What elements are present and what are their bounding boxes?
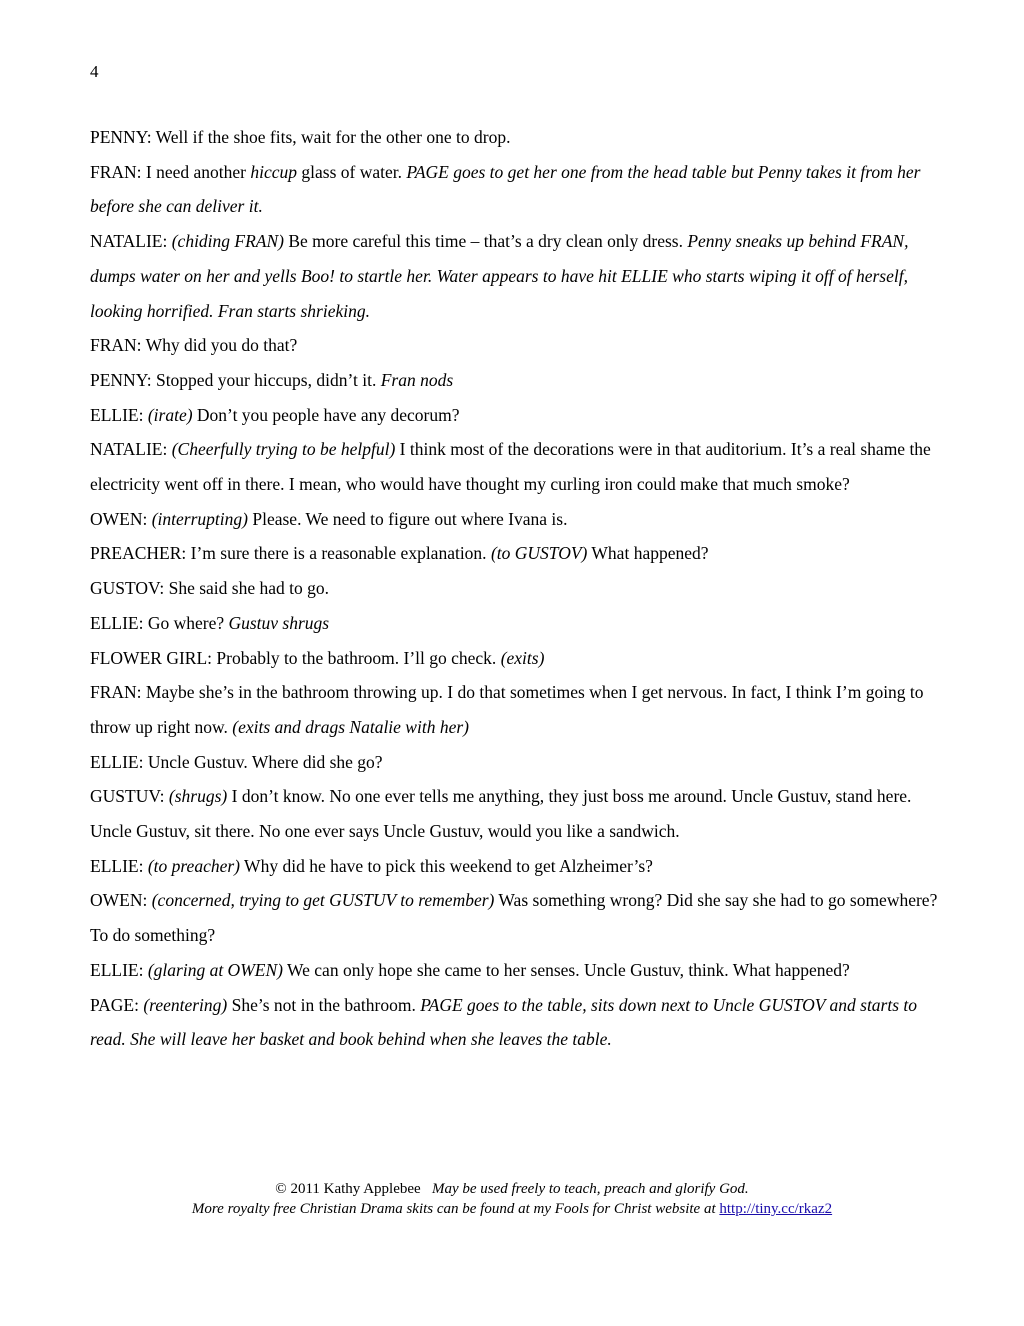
stage-direction: (concerned, trying to get GUSTUV to remember): [151, 890, 495, 911]
stage-direction: (interrupting): [151, 508, 248, 529]
footer: [0, 1179, 1024, 1219]
script-line: [90, 606, 940, 641]
script-line: [90, 641, 940, 676]
script-line: [90, 849, 940, 884]
script-line: [90, 745, 940, 780]
dialogue-text: ELLIE: Uncle Gustuv. Where did she go?: [90, 751, 383, 772]
footer-usage: May be used freely to teach, preach and glorify God.: [431, 1181, 749, 1197]
dialogue-text: ELLIE:: [90, 855, 148, 876]
stage-direction: (chiding FRAN): [171, 231, 284, 252]
script-line: [90, 120, 940, 155]
footer-copyright-line: [0, 1179, 1024, 1199]
dialogue-text: NATALIE:: [90, 439, 172, 460]
dialogue-text: PENNY: Stopped your hiccups, didn’t it.: [90, 369, 381, 390]
script-line: [90, 155, 940, 224]
script-line: [90, 398, 940, 433]
dialogue-text: Was something wrong? Did she say she had to go somewhere? To do something?: [90, 890, 938, 946]
stage-direction: hiccup: [250, 161, 298, 182]
dialogue-text: She’s not in the bathroom.: [227, 994, 421, 1015]
stage-direction: Fran nods: [380, 369, 454, 390]
dialogue-text: What happened?: [587, 543, 709, 564]
dialogue-text: GUSTOV: She said she had to go.: [90, 578, 329, 599]
dialogue-text: FRAN: I need another: [90, 161, 251, 182]
script-line: [90, 571, 940, 606]
stage-direction: (glaring at OWEN): [147, 959, 283, 980]
stage-direction: (exits): [500, 647, 545, 668]
dialogue-text: We can only hope she came to her senses. Uncle Gustuv, think. What happened?: [282, 959, 850, 980]
script-line: [90, 224, 940, 328]
dialogue-text: FRAN: Why did you do that?: [90, 335, 298, 356]
dialogue-text: PREACHER: I’m sure there is a reasonable explanation.: [90, 543, 491, 564]
footer-more-line: [0, 1199, 1024, 1219]
stage-direction: PAGE goes to the table, sits down next to Uncle GUSTOV and starts to read. She will leave her basket and book behind when she leaves the table.: [90, 994, 918, 1050]
dialogue-text: ELLIE:: [90, 959, 148, 980]
script-line: [90, 953, 940, 988]
stage-direction: Gustuv shrugs: [228, 612, 330, 633]
script-body: [90, 120, 940, 1057]
stage-direction: (irate): [147, 404, 193, 425]
stage-direction: (to GUSTOV): [490, 543, 588, 564]
script-line: [90, 883, 940, 952]
dialogue-text: Don’t you people have any decorum?: [192, 404, 460, 425]
stage-direction: (to preacher): [147, 855, 240, 876]
dialogue-text: GUSTUV:: [90, 786, 169, 807]
dialogue-text: Be more careful this time – that’s a dry clean only dress.: [283, 231, 688, 252]
stage-direction: (reentering): [143, 994, 228, 1015]
stage-direction: Penny sneaks up behind FRAN, dumps water on her and yells Boo! to startle her. Water appears to have hit ELLIE who starts wiping it off of herself, looking horrified. Fran starts shrieking.: [90, 231, 909, 321]
dialogue-text: PAGE:: [90, 994, 144, 1015]
stage-direction: (shrugs): [168, 786, 228, 807]
dialogue-text: ELLIE:: [90, 404, 148, 425]
script-line: [90, 988, 940, 1057]
page-number: 4: [90, 62, 99, 81]
dialogue-text: FRAN: Maybe she’s in the bathroom throwing up. I do that sometimes when I get nervous. In fact, I think I’m going to throw up right now.: [90, 682, 924, 737]
dialogue-text: OWEN:: [90, 890, 152, 911]
stage-direction: PAGE goes to get her one from the head table but Penny takes it from her before she can deliver it.: [90, 161, 921, 217]
dialogue-text: NATALIE:: [90, 231, 172, 252]
script-line: [90, 363, 940, 398]
footer-copyright: © 2011 Kathy Applebee: [275, 1181, 421, 1197]
footer-link[interactable]: http://tiny.cc/rkaz2: [719, 1201, 833, 1217]
script-line: [90, 502, 940, 537]
dialogue-text: Please. We need to figure out where Ivana is.: [247, 508, 568, 529]
script-line: [90, 675, 940, 744]
script-line: [90, 432, 940, 501]
stage-direction: (Cheerfully trying to be helpful): [171, 439, 396, 460]
dialogue-text: FLOWER GIRL: Probably to the bathroom. I’ll go check.: [90, 647, 501, 668]
dialogue-text: Why did he have to pick this weekend to get Alzheimer’s?: [240, 855, 653, 876]
script-line: [90, 536, 940, 571]
script-line: [90, 328, 940, 363]
footer-more-text: More royalty free Christian Drama skits can be found at my Fools for Christ website at: [191, 1201, 716, 1217]
dialogue-text: ELLIE: Go where?: [90, 612, 229, 633]
dialogue-text: I think most of the decorations were in that auditorium. It’s a real shame the electricity went off in there. I mean, who would have thought my curling iron could make that much smoke?: [90, 439, 931, 495]
dialogue-text: I don’t know. No one ever tells me anything, they just boss me around. Uncle Gustuv, stand here. Uncle Gustuv, sit there. No one ever says Uncle Gustuv, would you like a sandwich.: [90, 786, 912, 842]
dialogue-text: PENNY: Well if the shoe fits, wait for the other one to drop.: [90, 127, 511, 147]
stage-direction: (exits and drags Natalie with her): [232, 716, 469, 737]
dialogue-text: OWEN:: [90, 508, 152, 529]
dialogue-text: glass of water.: [297, 161, 407, 182]
script-line: [90, 779, 940, 848]
